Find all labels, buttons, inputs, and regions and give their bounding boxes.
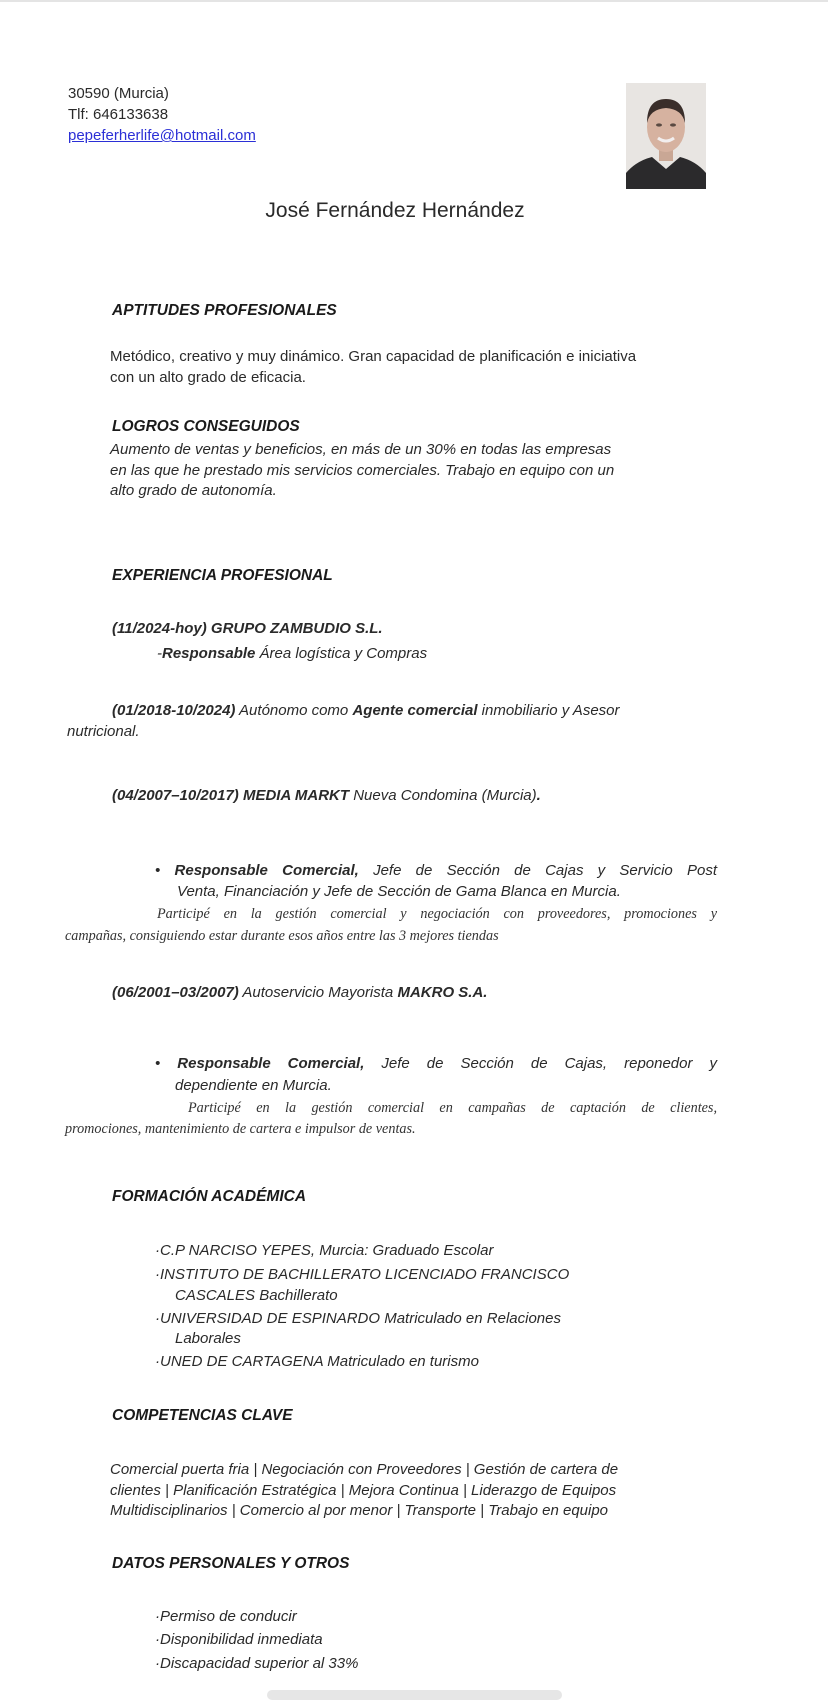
logros-line: en las que he prestado mis servicios comerciales. Trabajo en equipo con un [110, 462, 615, 479]
bullet-icon: · [155, 1655, 160, 1672]
role-bold: Responsable [162, 645, 256, 662]
horizontal-scrollbar[interactable] [267, 1690, 562, 1700]
bullet-icon: · [155, 1608, 160, 1625]
job-location: Nueva Condomina (Murcia) [349, 787, 537, 804]
job-company: MAKRO S.A. [397, 984, 488, 1001]
role-line: Jefe de Sección de Cajas y Servicio Post [358, 862, 718, 879]
education-item [155, 1266, 569, 1283]
datos-item [155, 1655, 358, 1672]
education-item [155, 1353, 479, 1370]
education-text: UNED DE CARTAGENA Matriculado en turismo [160, 1353, 479, 1370]
education-item-continued: CASCALES Bachillerato [175, 1287, 338, 1304]
job-desc-line: Participé en la gestión comercial y negociación con proveedores, promociones y [157, 906, 717, 922]
contact-email-link[interactable]: pepeferherlife@hotmail.com [68, 127, 256, 144]
datos-text: Permiso de conducir [160, 1608, 297, 1625]
job-end: . [536, 787, 541, 804]
job-text: inmobiliario y Asesor [477, 702, 620, 719]
job-dates: (06/2001–03/2007) [112, 984, 239, 1001]
logros-line: Aumento de ventas y beneficios, en más de un 30% en todas las empresas [110, 441, 612, 458]
datos-item [155, 1608, 297, 1625]
contact-address: 30590 (Murcia) [68, 85, 169, 102]
bullet-icon: · [155, 1310, 160, 1327]
competencias-line: Comercial puerta fria | Negociación con Proveedores | Gestión de cartera de [110, 1461, 619, 1478]
section-title-formacion: FORMACIÓN ACADÉMICA [112, 1188, 307, 1205]
job-header-zambudio: (11/2024-hoy) GRUPO ZAMBUDIO S.L. [112, 620, 383, 637]
candidate-name: José Fernández Hernández [265, 199, 525, 222]
job-header-autonomo [112, 702, 620, 719]
bullet-icon: · [155, 1242, 160, 1259]
datos-item [155, 1631, 323, 1648]
logros-line: alto grado de autonomía. [110, 482, 277, 499]
job-desc-line: Participé en la gestión comercial en campañas de captación de clientes, [188, 1100, 717, 1116]
contact-phone: Tlf: 646133638 [68, 106, 169, 123]
section-title-experiencia: EXPERIENCIA PROFESIONAL [112, 567, 333, 584]
datos-text: Disponibilidad inmediata [160, 1631, 323, 1648]
bullet-icon: · [155, 1266, 160, 1283]
role-line: Jefe de Sección de Cajas, reponedor y [364, 1055, 718, 1072]
job-role-makro [155, 1055, 717, 1072]
job-dates-company: (04/2007–10/2017) MEDIA MARKT [112, 787, 350, 804]
job-text-continued: nutricional. [67, 723, 140, 740]
bullet-icon: · [155, 1631, 160, 1648]
datos-text: Discapacidad superior al 33% [160, 1655, 359, 1672]
education-text: INSTITUTO DE BACHILLERATO LICENCIADO FRANCISCO [160, 1266, 570, 1283]
education-item [155, 1310, 561, 1327]
aptitudes-line: con un alto grado de eficacia. [110, 369, 306, 386]
section-title-competencias: COMPETENCIAS CLAVE [112, 1407, 293, 1424]
top-border [0, 0, 828, 2]
education-item-continued: Laborales [175, 1330, 241, 1347]
section-title-aptitudes: APTITUDES PROFESIONALES [112, 302, 337, 319]
bullet-icon: • [155, 862, 161, 879]
bullet: - [157, 645, 162, 662]
job-role-line: Venta, Financiación y Jefe de Sección de Gama Blanca en Murcia. [177, 883, 621, 900]
section-title-logros: LOGROS CONSEGUIDOS [112, 418, 300, 435]
job-desc-line: campañas, consiguiendo estar durante esos años entre las 3 mejores tiendas [65, 928, 499, 944]
section-title-datos: DATOS PERSONALES Y OTROS [112, 1555, 350, 1572]
competencias-line: Multidisciplinarios | Comercio al por menor | Transporte | Trabajo en equipo [110, 1502, 609, 1519]
education-text: C.P NARCISO YEPES, Murcia: Graduado Escolar [160, 1242, 494, 1259]
education-item [155, 1242, 493, 1259]
job-header-mediamarkt [112, 787, 541, 804]
person-portrait-icon [626, 83, 706, 189]
job-desc-line: promociones, mantenimiento de cartera e impulsor de ventas. [65, 1121, 416, 1137]
job-header-makro [112, 984, 487, 1001]
aptitudes-line: Metódico, creativo y muy dinámico. Gran capacidad de planificación e iniciativa [110, 348, 637, 365]
role-bold: Responsable Comercial, [174, 862, 359, 879]
job-company-pre: Autoservicio Mayorista [238, 984, 398, 1001]
bullet-icon: · [155, 1353, 160, 1370]
profile-photo [626, 83, 706, 189]
job-role-line: dependiente en Murcia. [175, 1077, 332, 1094]
education-text: UNIVERSIDAD DE ESPINARDO Matriculado en Relaciones [160, 1310, 561, 1327]
role-bold: Responsable Comercial, [177, 1055, 365, 1072]
bullet-icon: • [155, 1055, 161, 1072]
job-text: Autónomo como [235, 702, 353, 719]
competencias-line: clientes | Planificación Estratégica | Mejora Continua | Liderazgo de Equipos [110, 1482, 617, 1499]
job-role-mediamarkt [155, 862, 717, 879]
job-role-bold: Agente comercial [352, 702, 478, 719]
role-rest: Área logística y Compras [255, 645, 428, 662]
job-dates: (01/2018-10/2024) [112, 702, 236, 719]
job-role-zambudio [157, 645, 427, 662]
